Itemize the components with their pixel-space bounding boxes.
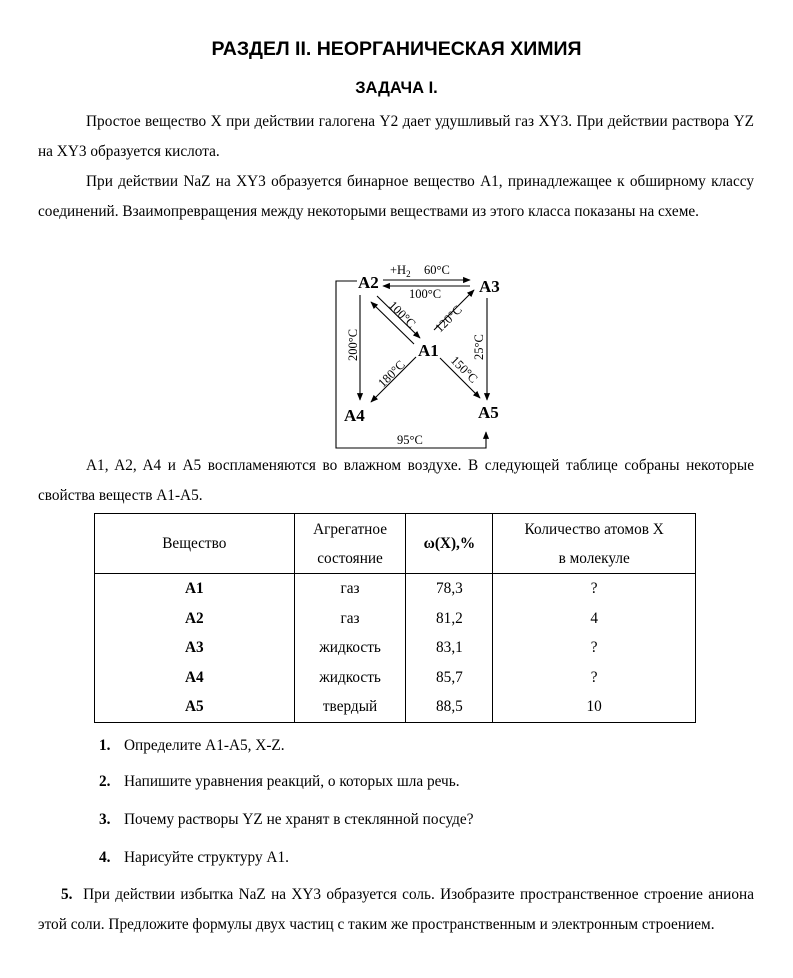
node-a4: A4 [344, 406, 365, 425]
cell-substance: A1 [95, 574, 295, 604]
properties-table [94, 513, 696, 723]
node-a5: A5 [478, 403, 499, 422]
cell-substance: A4 [95, 663, 295, 693]
table-header-row [95, 514, 696, 574]
label-a1-a4: 180°C [375, 357, 408, 391]
cell-atoms: ? [493, 574, 696, 604]
table-row [95, 604, 696, 634]
node-a1: A1 [418, 341, 439, 360]
cell-substance: A2 [95, 604, 295, 634]
table-row [95, 633, 696, 663]
cell-atoms: 4 [493, 604, 696, 634]
header-substance: Вещество [95, 514, 295, 574]
question-5: 5. При действии избытка NaZ на XY3 образуется соль. Изобразите пространственное строение аниона этой соли. Предложите формулы двух частиц с таким же пространственным и электронным строением. [38, 886, 754, 933]
cell-state: газ [294, 604, 406, 634]
cell-atoms: ? [493, 663, 696, 693]
cell-state: жидкость [294, 633, 406, 663]
cell-substance: A5 [95, 692, 295, 722]
label-a1-a3: 120°C [432, 302, 465, 336]
transformation-scheme [0, 0, 793, 460]
cell-omega: 85,7 [406, 663, 493, 693]
label-a3-a5: 25°C [472, 334, 486, 360]
section-title: РАЗДЕЛ II. НЕОРГАНИЧЕСКАЯ ХИМИЯ [211, 38, 582, 60]
cell-atoms: 10 [493, 692, 696, 722]
cell-substance: A3 [95, 633, 295, 663]
label-a1-a2: 100°C [385, 298, 419, 331]
table-row [95, 574, 696, 604]
task-title: ЗАДАЧА I. [355, 79, 438, 97]
label-a2-a4: 200°C [346, 328, 360, 361]
cell-omega: 81,2 [406, 604, 493, 634]
node-a3: A3 [479, 277, 500, 296]
after-scheme-paragraph: A1, A2, A4 и A5 воспламеняются во влажном воздухе. В следующей таблице собраны некоторые свойства веществ A1-A5. [38, 457, 754, 504]
intro-paragraph-2: При действии NaZ на XY3 образуется бинарное вещество A1, принадлежащее к обширному классу соединений. Взаимопревращения между некоторыми веществами из этого класса показаны на схеме. [38, 173, 754, 220]
cell-state: твердый [294, 692, 406, 722]
cell-omega: 83,1 [406, 633, 493, 663]
cell-state: газ [294, 574, 406, 604]
label-a2-a5: 95°C [397, 433, 423, 447]
cell-omega: 88,5 [406, 692, 493, 722]
cell-omega: 78,3 [406, 574, 493, 604]
table-row [95, 692, 696, 722]
label-a2-a3: 60°C [424, 263, 450, 277]
header-omega: ω(X),% [406, 514, 493, 574]
label-a3-a2: 100°C [409, 287, 442, 301]
cell-atoms: ? [493, 633, 696, 663]
intro-paragraph-1: Простое вещество X при действии галогена Y2 дает удушливый газ XY3. При действии раствора YZ на XY3 образуется кислота. [38, 113, 754, 160]
node-a2: A2 [358, 273, 379, 292]
table-row [95, 663, 696, 693]
cell-state: жидкость [294, 663, 406, 693]
label-h2: $+H_2$ [390, 263, 411, 279]
header-atoms: Количество атомов X в молекуле [493, 514, 696, 574]
header-state: Агрегатное состояние [294, 514, 406, 574]
label-a1-a5: 150°C [447, 353, 481, 386]
